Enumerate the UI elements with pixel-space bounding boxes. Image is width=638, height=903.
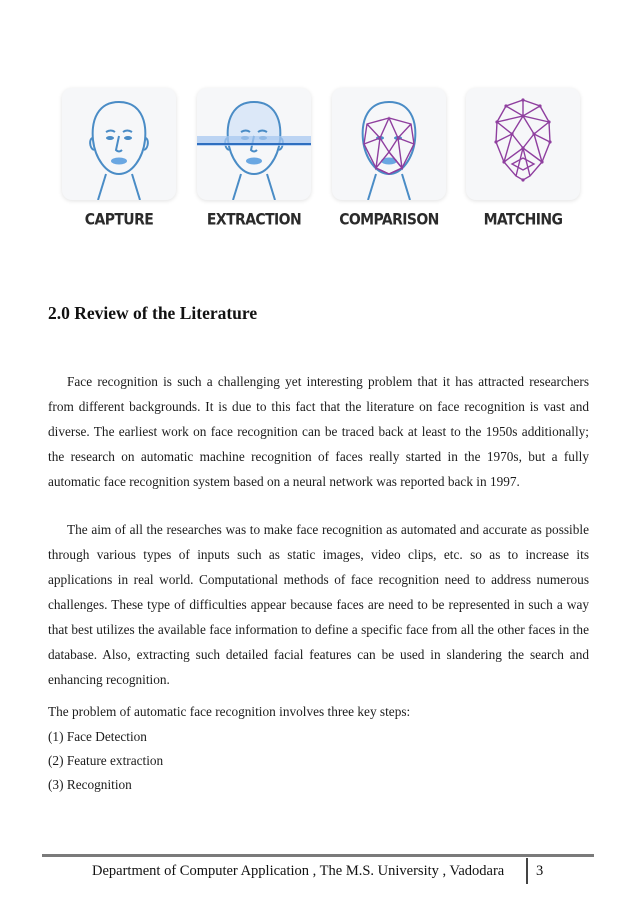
footer-department-text: Department of Computer Application , The M.S. University , Vadodara	[92, 863, 505, 879]
capture-card	[62, 88, 176, 200]
face-recognition-steps-figure	[62, 88, 580, 238]
extraction-card	[197, 88, 311, 200]
page-number: 3	[536, 863, 544, 879]
capture-face-icon	[62, 88, 176, 200]
footer-divider	[42, 854, 594, 857]
paragraph-2: The aim of all the researches was to make face recognition as automated and accurate as possible through various types of inputs such as static images, video clips, etc. so as to increase its applications in real world. Computational methods of face recognition need to address numerous challenges. These type of difficulties appear because faces are need to be represented in such a way that best utilizes the available face information to define a specific face from all the other faces in the database. Also, extracting such detailed facial features can be used in slandering the search and enhancing recognition.	[48, 522, 589, 687]
step-item-2: (2) Feature extraction	[48, 753, 164, 768]
section-heading: 2.0 Review of the Literature	[48, 303, 258, 323]
footer-separator	[526, 858, 528, 884]
matching-label: MATCHING	[483, 210, 563, 230]
steps-intro-line: The problem of automatic face recognition involves three key steps:	[48, 704, 411, 719]
comparison-card	[332, 88, 446, 200]
extraction-label: EXTRACTION	[206, 210, 302, 230]
step-item-1: (1) Face Detection	[48, 729, 147, 744]
paragraph-1: Face recognition is such a challenging yet interesting problem that it has attracted researchers from different backgrounds. It is due to this fact that the literature on face recognition is vast and diverse. The earliest work on face recognition can be traced back at least to the 1950s additionally; the research on automatic machine recognition of faces really started in the 1970s, but a fully automatic face recognition system based on a neural network was reported back in 1997.	[48, 374, 589, 489]
extraction-face-icon	[197, 88, 311, 200]
matching-card	[466, 88, 580, 200]
matching-mesh-icon	[466, 88, 580, 200]
step-item-3: (3) Recognition	[48, 777, 132, 792]
comparison-label: COMPARISON	[339, 210, 439, 230]
page-footer	[42, 858, 594, 884]
comparison-face-icon	[332, 88, 446, 200]
capture-label: CAPTURE	[84, 210, 154, 230]
